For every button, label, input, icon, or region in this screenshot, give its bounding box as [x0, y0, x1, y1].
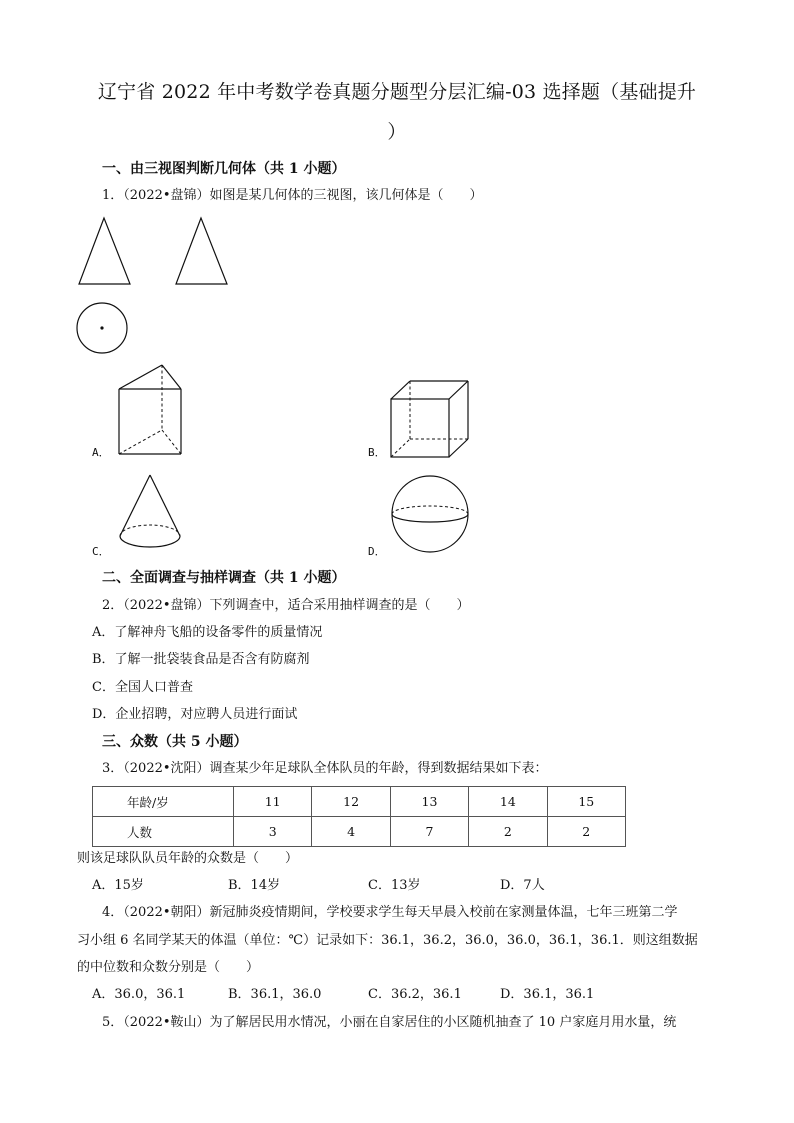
section-heading-1: 一、由三视图判断几何体（共 1 小题） [102, 161, 346, 177]
option-a-label: A． [92, 446, 110, 459]
option-d-label: D． [368, 545, 386, 558]
question-1-stem: 1．（2022•盘锦）如图是某几何体的三视图，该几何体是（ ） [102, 188, 483, 203]
page-title: 辽宁省 2022 年中考数学卷真题分题型分层汇编-03 选择题（基础提升 [97, 81, 697, 103]
question-4-option-b: B．36.1，36.0 [228, 987, 322, 1002]
question-2-option-c: C．全国人口普查 [92, 680, 193, 695]
table-cell: 12 [312, 787, 390, 817]
table-cell: 11 [234, 787, 312, 817]
question-3-option-c: C．13岁 [368, 878, 421, 893]
table-cell: 年龄/岁 [93, 787, 234, 817]
option-c-label: C． [92, 545, 110, 558]
question-2-option-a: A．了解神舟飞船的设备零件的质量情况 [92, 625, 323, 640]
table-cell: 13 [390, 787, 468, 817]
question-3-option-b: B．14岁 [228, 878, 281, 893]
section-heading-3: 三、众数（共 5 小题） [102, 734, 248, 750]
table-cell: 2 [469, 817, 547, 847]
table-cell: 14 [469, 787, 547, 817]
question-4-option-c: C．36.2，36.1 [368, 987, 462, 1002]
question-3-option-d: D．7人 [500, 878, 545, 893]
question-3-stem: 3．（2022•沈阳）调查某少年足球队全体队员的年龄，得到数据结果如下表： [102, 761, 548, 776]
question-4-option-d: D．36.1，36.1 [500, 987, 595, 1002]
option-b-label: B． [368, 446, 386, 459]
table-cell: 人数 [93, 817, 234, 847]
question-4-option-a: A．36.0，36.1 [92, 987, 186, 1002]
question-5-line-1: 5．（2022•鞍山）为了解居民用水情况，小丽在自家居住的小区随机抽查了 10 户家庭月用水量，统 [102, 1015, 677, 1030]
table-cell: 2 [547, 817, 625, 847]
table-cell: 7 [390, 817, 468, 847]
section-heading-2: 二、全面调查与抽样调查（共 1 小题） [102, 570, 346, 586]
table-row [93, 787, 626, 817]
question-4-line-2: 习小组 6 名同学某天的体温（单位：℃）记录如下：36.1，36.2，36.0，36.0，36.1，36.1．则这组数据 [77, 933, 698, 948]
question-2-stem: 2．（2022•盘锦）下列调查中，适合采用抽样调查的是（ ） [102, 598, 470, 613]
question-4-line-1: 4．（2022•朝阳）新冠肺炎疫情期间，学校要求学生每天早晨入校前在家测量体温，七年三班第二学 [102, 905, 678, 920]
table-cell: 3 [234, 817, 312, 847]
table-cell: 15 [547, 787, 625, 817]
question-2-option-b: B．了解一批袋装食品是否含有防腐剂 [92, 652, 310, 667]
question-3-prompt: 则该足球队队员年龄的众数是（ ） [77, 851, 299, 866]
table-cell: 4 [312, 817, 390, 847]
table-row [93, 817, 626, 847]
page-title-continued: ） [387, 121, 407, 143]
question-2-option-d: D．企业招聘，对应聘人员进行面试 [92, 707, 298, 722]
question-4-line-3: 的中位数和众数分别是（ ） [77, 960, 260, 975]
question-3-option-a: A．15岁 [92, 878, 144, 893]
age-table [92, 786, 626, 847]
